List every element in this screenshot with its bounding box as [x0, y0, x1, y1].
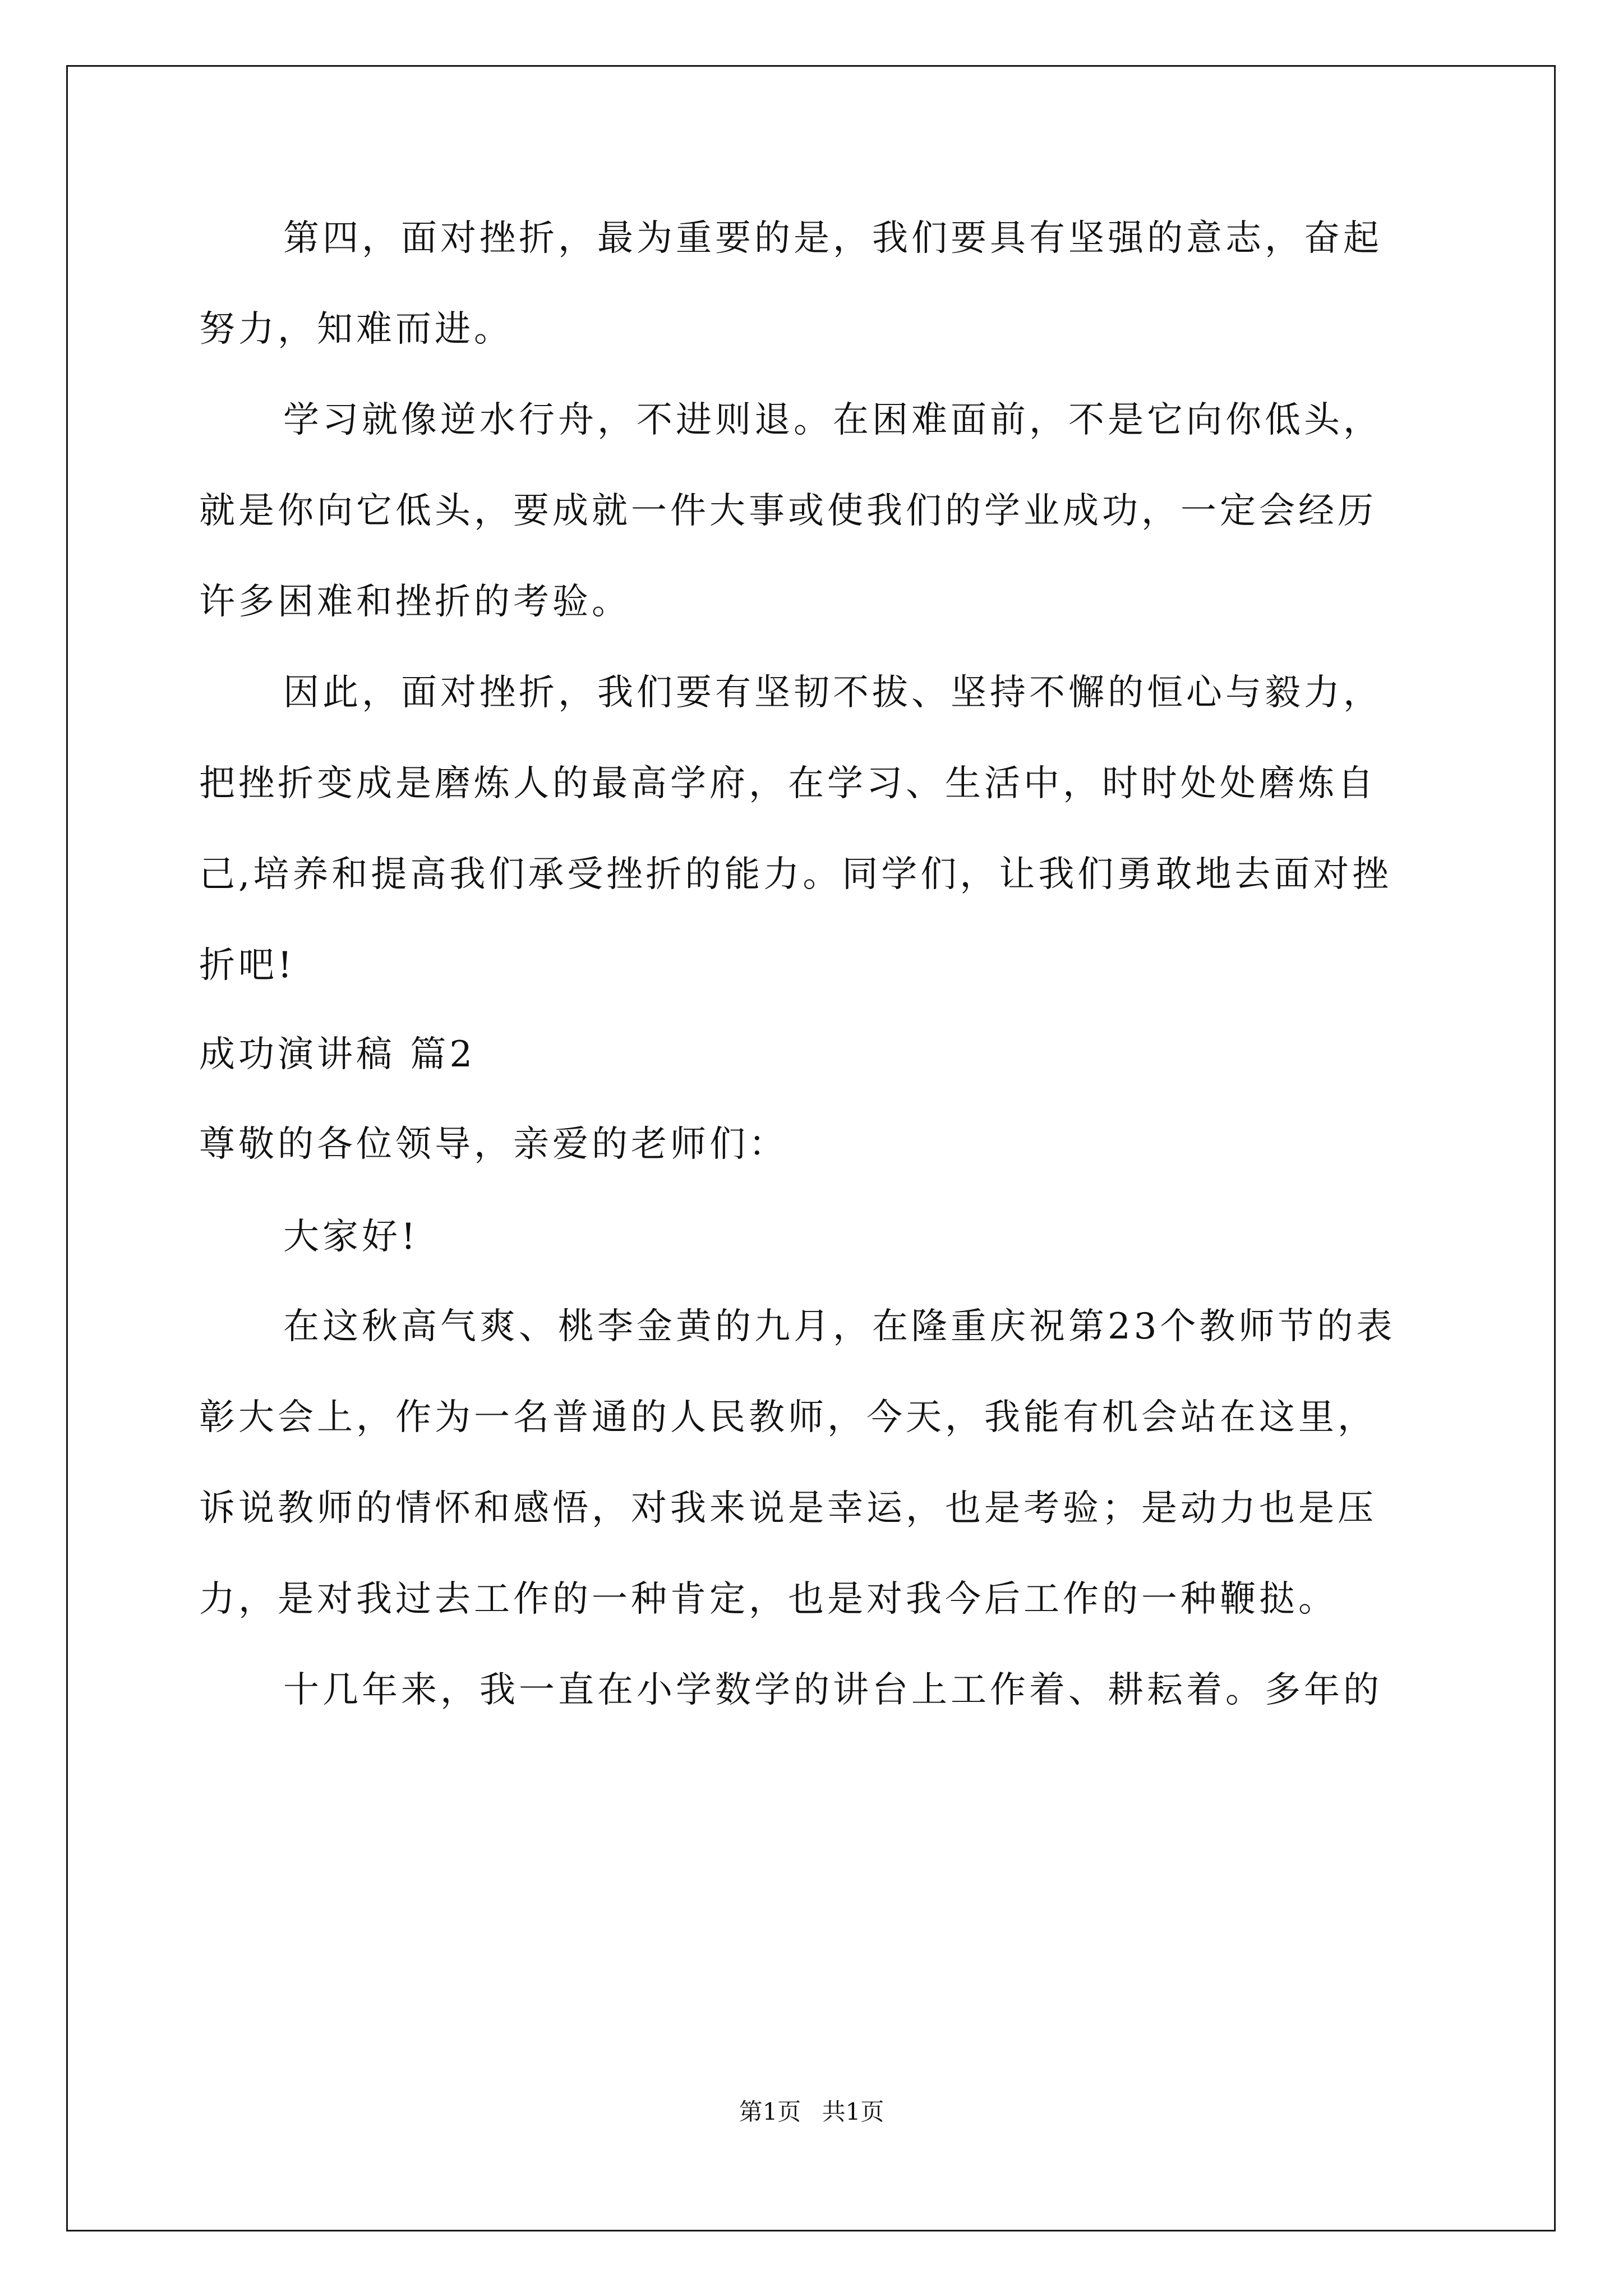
paragraph-1-line-1: 第四，面对挫折，最为重要的是，我们要具有坚强的意志，奋起 [283, 218, 1382, 259]
page-footer [0, 2095, 1623, 2129]
section-heading: 成功演讲稿 篇2 [199, 1034, 476, 1075]
paragraph-1-line-2: 努力，知难而进。 [199, 309, 513, 350]
paragraph-2-line-1: 学习就像逆水行舟，不进则退。在困难面前，不是它向你低头， [283, 399, 1382, 441]
paragraph-4-line-2: 彰大会上，作为一名普通的人民教师，今天，我能有机会站在这里， [199, 1397, 1377, 1438]
paragraph-4-line-4: 力，是对我过去工作的一种肯定，也是对我今后工作的一种鞭挞。 [199, 1579, 1338, 1620]
page-number: 第1页 [739, 2098, 801, 2125]
page-total: 共1页 [822, 2098, 884, 2125]
paragraph-3-line-3: 己,培养和提高我们承受挫折的能力。同学们，让我们勇敢地去面对挫 [199, 854, 1392, 895]
paragraph-3-line-2: 把挫折变成是磨炼人的最高学府，在学习、生活中，时时处处磨炼自 [199, 763, 1377, 804]
paragraph-3-line-1: 因此，面对挫折，我们要有坚韧不拔、坚持不懈的恒心与毅力， [283, 672, 1382, 714]
paragraph-5-line-1: 十几年来，我一直在小学数学的讲台上工作着、耕耘着。多年的 [283, 1669, 1382, 1711]
paragraph-2-line-2: 就是你向它低头，要成就一件大事或使我们的学业成功，一定会经历 [199, 490, 1377, 532]
paragraph-3-line-4: 折吧! [199, 945, 296, 986]
paragraph-4-line-1: 在这秋高气爽、桃李金黄的九月，在隆重庆祝第23个教师节的表 [283, 1306, 1396, 1347]
greeting: 大家好! [283, 1216, 419, 1258]
salutation: 尊敬的各位领导，亲爱的老师们： [199, 1124, 788, 1165]
paragraph-4-line-3: 诉说教师的情怀和感悟，对我来说是幸运，也是考验；是动力也是压 [199, 1488, 1377, 1529]
paragraph-2-line-3: 许多困难和挫折的考验。 [199, 581, 631, 623]
